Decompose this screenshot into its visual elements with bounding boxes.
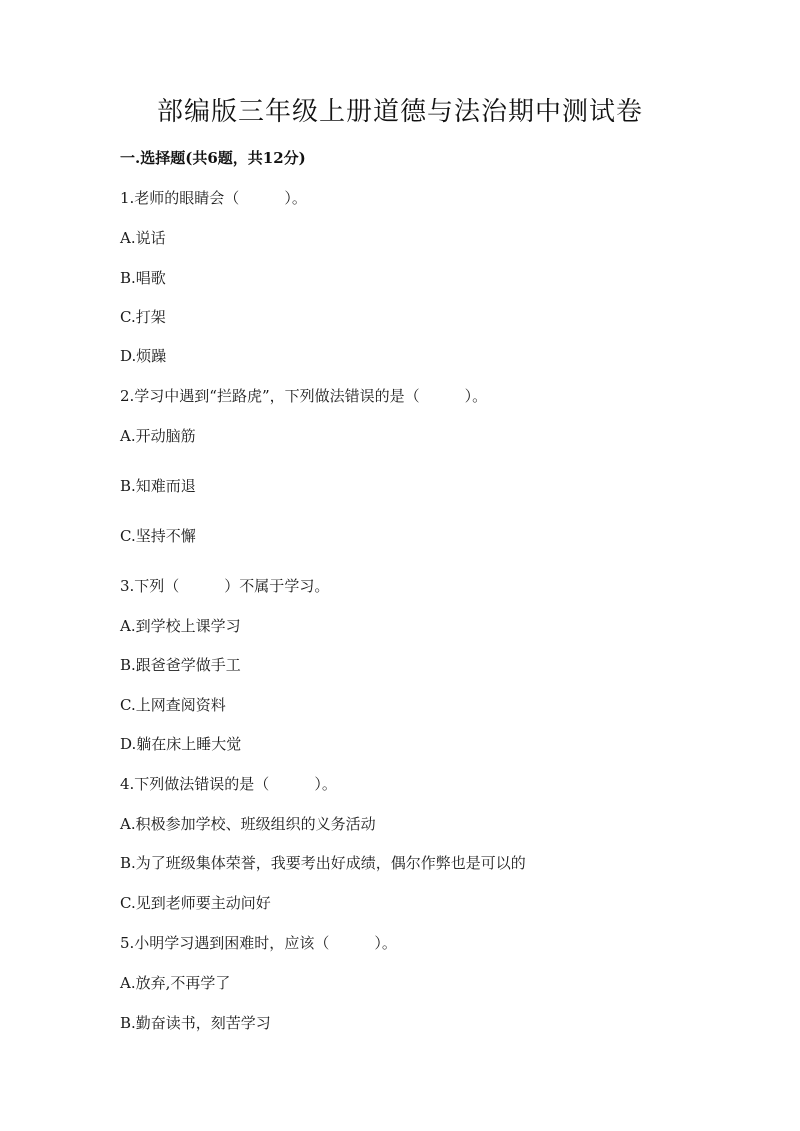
question-option: A.开动脑筋 bbox=[120, 427, 196, 445]
page-title: 部编版三年级上册道德与法治期中测试卷 bbox=[156, 97, 643, 127]
question-option: C.上网查阅资料 bbox=[120, 696, 226, 714]
question-option: C.坚持不懈 bbox=[120, 527, 196, 545]
question-option: B.勤奋读书，刻苦学习 bbox=[120, 1014, 271, 1032]
question-stem: 3.下列（ ）不属于学习。 bbox=[120, 577, 330, 595]
question-option: B.跟爸爸学做手工 bbox=[120, 656, 241, 674]
question-stem: 4.下列做法错误的是（ ）。 bbox=[120, 775, 337, 793]
question-stem: 5.小明学习遇到困难时，应该（ ）。 bbox=[120, 934, 397, 952]
question-option: D.躺在床上睡大觉 bbox=[120, 735, 242, 753]
question-option: B.为了班级集体荣誉，我要考出好成绩，偶尔作弊也是可以的 bbox=[120, 854, 526, 872]
question-option: D.烦躁 bbox=[120, 347, 167, 365]
question-option: A.到学校上课学习 bbox=[120, 617, 241, 635]
question-option: C.见到老师要主动问好 bbox=[120, 894, 271, 912]
question-option: B.唱歌 bbox=[120, 269, 166, 287]
question-stem: 2.学习中遇到“拦路虎”，下列做法错误的是（ ）。 bbox=[120, 387, 488, 405]
question-option: B.知难而退 bbox=[120, 477, 196, 495]
question-option: C.打架 bbox=[120, 308, 166, 326]
question-option: A.说话 bbox=[120, 229, 166, 247]
section-heading: 一.选择题(共6题，共12分) bbox=[120, 149, 306, 167]
question-option: A.放弃,不再学了 bbox=[120, 974, 231, 992]
question-stem: 1.老师的眼睛会（ ）。 bbox=[120, 189, 307, 207]
question-option: A.积极参加学校、班级组织的义务活动 bbox=[120, 815, 376, 833]
